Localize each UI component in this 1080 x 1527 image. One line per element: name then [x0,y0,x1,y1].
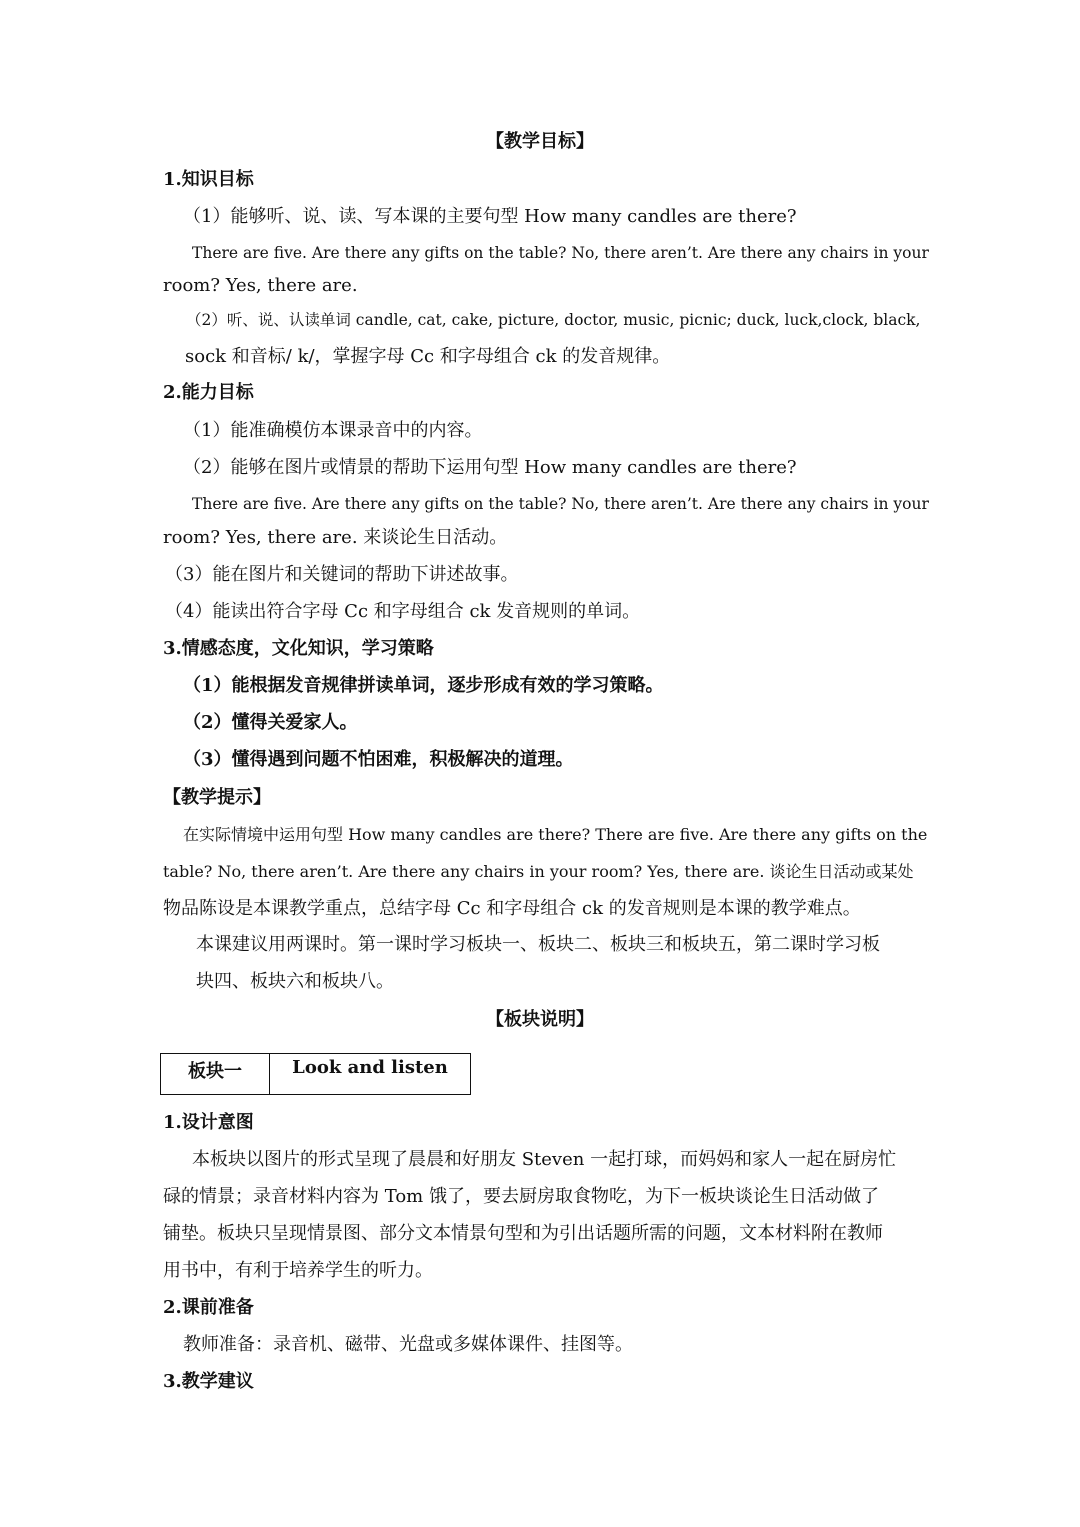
hints-line3: 物品陈设是本课教学重点，总结字母 Cc 和字母组合 ck 的发音规则是本课的教学难点。 [163,898,861,919]
section-title-goals: 【教学目标】 [486,131,594,152]
design-line3: 铺垫。板块只呈现情景图、部分文本情景句型和为引出话题所需的问题，文本材料附在教师 [163,1223,883,1244]
hints-line2: table? No, there aren’t. Are there any chairs in your room? Yes, there are. 谈论生日活动或某处 [163,862,914,881]
suggest-heading: 3.教学建议 [163,1371,254,1392]
emotion-item1: （1）能根据发音规律拼读单词，逐步形成有效的学习策略。 [183,675,664,696]
emotion-item2: （2）懂得关爱家人。 [183,712,358,733]
ability-heading: 2.能力目标 [163,382,254,403]
emotion-item3: （3）懂得遇到问题不怕困难，积极解决的道理。 [183,749,574,770]
hints-heading: 【教学提示】 [163,787,271,808]
block-number-cell: 板块一 [161,1054,270,1095]
prep-line1: 教师准备：录音机、磁带、光盘或多媒体课件、挂图等。 [183,1334,633,1355]
ability-item3: （3）能在图片和关键词的帮助下讲述故事。 [165,564,519,585]
ability-item2-line3: room? Yes, there are. 来谈论生日活动。 [163,527,508,548]
design-heading: 1.设计意图 [163,1112,254,1133]
ability-item2-line1: （2）能够在图片或情景的帮助下运用句型 How many candles are there? [183,457,797,478]
knowledge-item1-line2: There are five. Are there any gifts on the table? No, there aren’t. Are there any chairs in your [192,244,929,262]
section-title-blocks: 【板块说明】 [486,1009,594,1030]
hints-line5: 块四、板块六和板块八。 [196,971,394,992]
knowledge-item1-line3: room? Yes, there are. [163,275,358,296]
design-line4: 用书中，有利于培养学生的听力。 [163,1260,433,1281]
block-name-cell: Look and listen [270,1054,471,1095]
block-table [160,1053,471,1095]
hints-line1: 在实际情境中运用句型 How many candles are there? There are five. Are there any gifts on the [183,825,928,844]
knowledge-item2-line2: sock 和音标/ k/，掌握字母 Cc 和字母组合 ck 的发音规律。 [185,346,671,367]
block-table-row [161,1054,471,1095]
ability-item1: （1）能准确模仿本课录音中的内容。 [183,420,483,441]
knowledge-item1-line1: （1）能够听、说、读、写本课的主要句型 How many candles are there? [183,206,797,227]
ability-item4: （4）能读出符合字母 Cc 和字母组合 ck 发音规则的单词。 [165,601,641,622]
ability-item2-line2: There are five. Are there any gifts on the table? No, there aren’t. Are there any chairs in your [192,495,929,513]
design-line2: 碌的情景；录音材料内容为 Tom 饿了，要去厨房取食物吃，为下一板块谈论生日活动做了 [163,1186,879,1207]
knowledge-item2-line1: （2）听、说、认读单词 candle, cat, cake, picture, doctor, music, picnic; duck, luck,clock, black, [186,311,921,329]
knowledge-heading: 1.知识目标 [163,169,254,190]
hints-line4: 本课建议用两课时。第一课时学习板块一、板块二、板块三和板块五，第二课时学习板 [196,934,880,955]
design-line1: 本板块以图片的形式呈现了晨晨和好朋友 Steven 一起打球，而妈妈和家人一起在厨房忙 [192,1149,897,1170]
emotion-heading: 3.情感态度，文化知识，学习策略 [163,638,434,659]
prep-heading: 2.课前准备 [163,1297,254,1318]
